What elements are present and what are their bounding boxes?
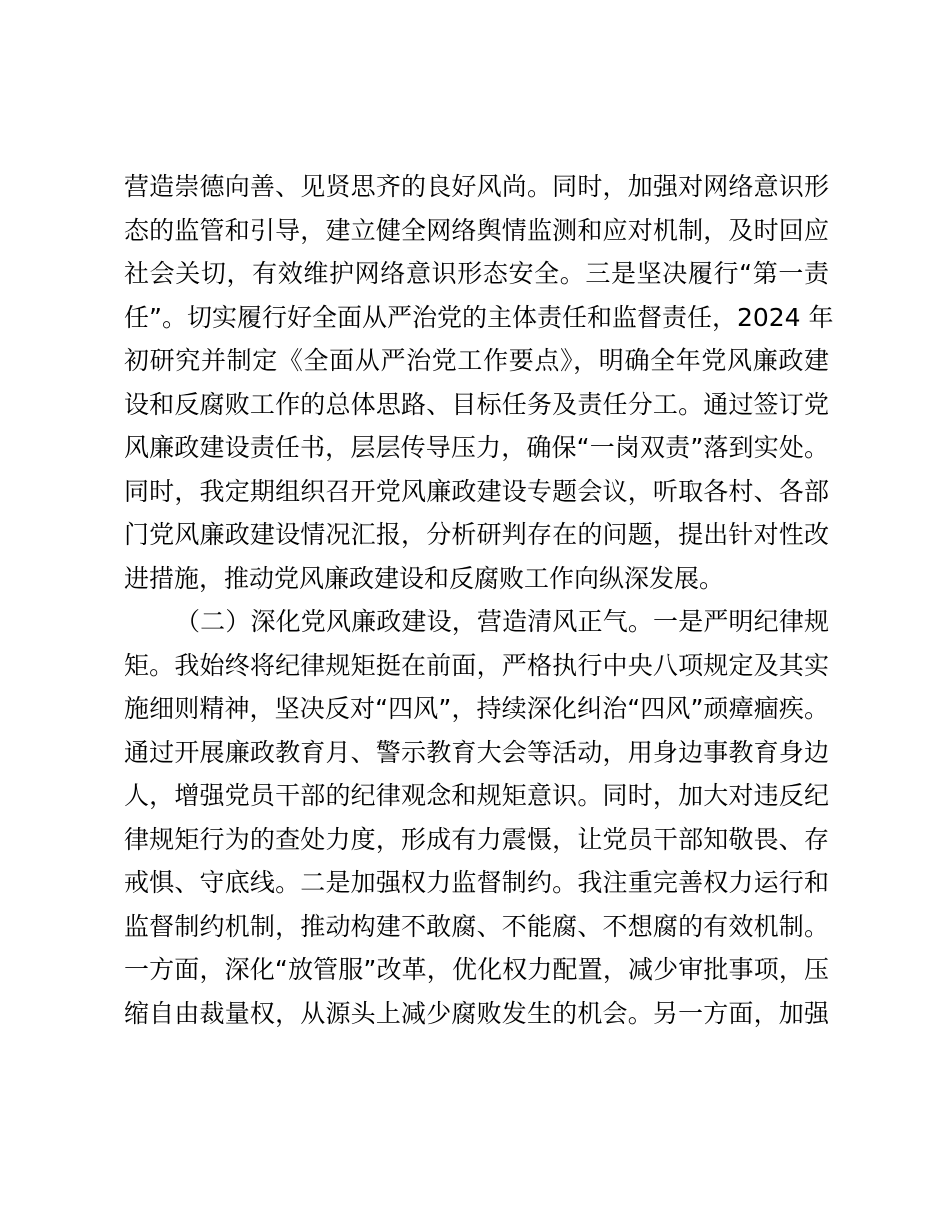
text-line: 戒惧、守底线。二是加强权力监督制约。我注重完善权力运行和	[124, 868, 829, 897]
text-line: 一方面，深化“放管服”改革，优化权力配置，减少审批事项，压	[124, 955, 829, 984]
text-line: 任”。切实履行好全面从严治党的主体责任和监督责任，2024 年	[124, 302, 834, 332]
text-line: 设和反腐败工作的总体思路、目标任务及责任分工。通过签订党	[124, 389, 829, 419]
text-line: 监督制约机制，推动构建不敢腐、不能腐、不想腐的有效机制。	[124, 911, 829, 941]
text-line: 施细则精神，坚决反对“四风”，持续深化纠治“四风”顽瘴痼疾。	[124, 694, 829, 723]
text-line: 风廉政建设责任书，层层传导压力，确保“一岗双责”落到实处。	[124, 433, 829, 462]
text-line: 态的监管和引导，建立健全网络舆情监测和应对机制，及时回应	[124, 215, 829, 245]
text-line: 营造崇德向善、见贤思齐的良好风尚。同时，加强对网络意识形	[124, 172, 829, 201]
text-line: 通过开展廉政教育月、警示教育大会等活动，用身边事教育身边	[124, 737, 829, 767]
text-line: 初研究并制定《全面从严治党工作要点》，明确全年党风廉政建	[124, 346, 829, 375]
text-line: 缩自由裁量权，从源头上减少腐败发生的机会。另一方面，加强	[124, 998, 829, 1028]
text-line: 人，增强党员干部的纪律观念和规矩意识。同时，加大对违反纪	[124, 781, 829, 810]
text-line: 进措施，推动党风廉政建设和反腐败工作向纵深发展。	[124, 563, 725, 593]
text-line: 门党风廉政建设情况汇报，分析研判存在的问题，提出针对性改	[124, 520, 829, 549]
section-heading-line: （二）深化党风廉政建设，营造清风正气。一是严明纪律规	[175, 607, 829, 636]
body-text	[124, 165, 834, 1035]
text-line: 矩。我始终将纪律规矩挺在前面，严格执行中央八项规定及其实	[124, 650, 829, 680]
text-line: 同时，我定期组织召开党风廉政建设专题会议，听取各村、各部	[124, 476, 829, 506]
text-line: 社会关切，有效维护网络意识形态安全。三是坚决履行“第一责	[124, 259, 829, 288]
text-line: 律规矩行为的查处力度，形成有力震慑，让党员干部知敬畏、存	[124, 824, 829, 854]
